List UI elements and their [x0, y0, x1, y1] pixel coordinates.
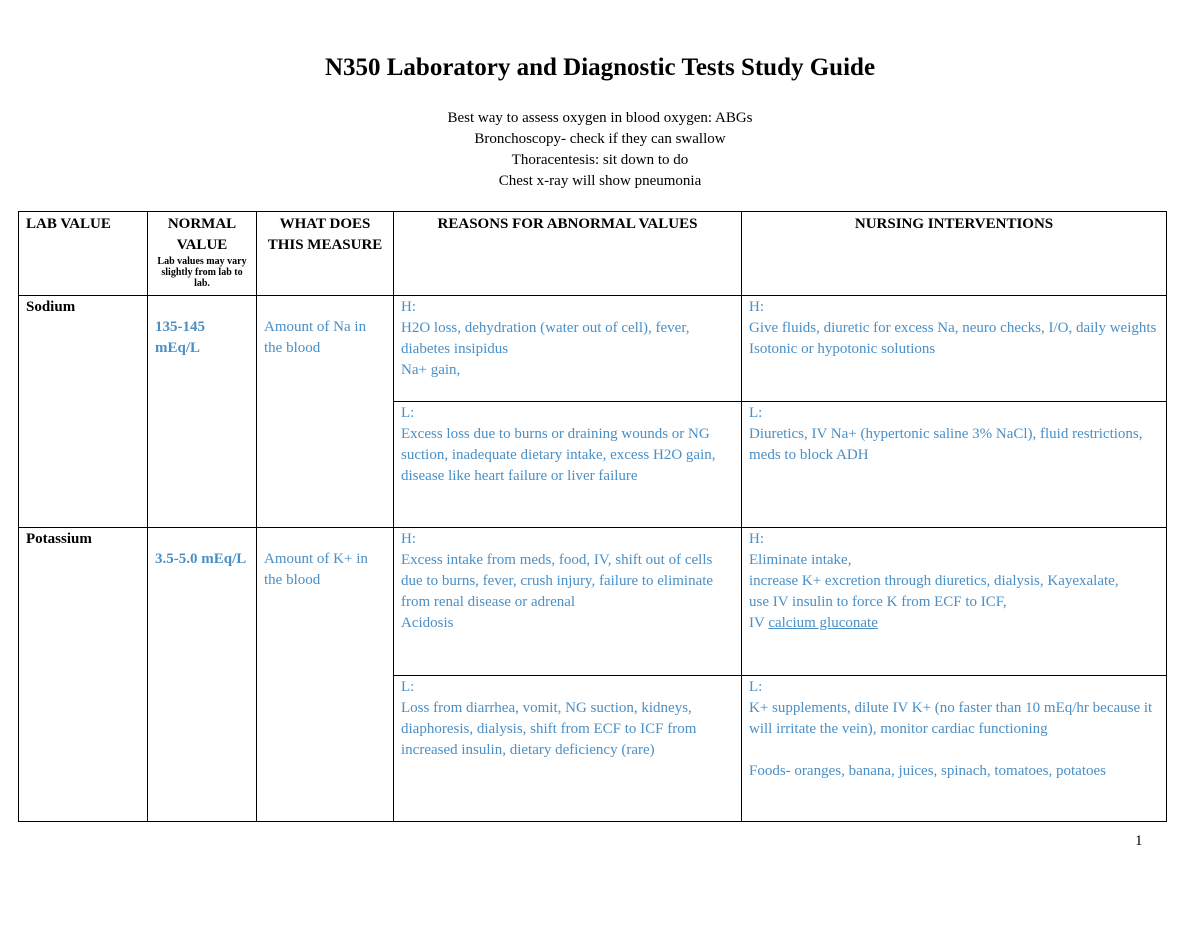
note-line: Bronchoscopy- check if they can swallow — [474, 131, 726, 147]
header-reasons: REASONS FOR ABNORMAL VALUES — [394, 212, 742, 296]
table-header-row — [19, 212, 1167, 296]
header-normal-note: Lab values may vary slightly from lab to lab. — [157, 256, 247, 289]
note-line: Thoracentesis: sit down to do — [511, 152, 689, 168]
page-title: N350 Laboratory and Diagnostic Tests Study Guide — [324, 54, 876, 81]
lab-name-cell: Potassium — [19, 528, 148, 822]
high-interventions-cell: H: Give fluids, diuretic for excess Na, neuro checks, I/O, daily weights Isotonic or hypotonic solutions — [742, 296, 1167, 402]
note-line: Chest x-ray will show pneumonia — [498, 173, 702, 189]
header-normal-value: NORMAL VALUE Lab values may vary slightly from lab to lab. — [148, 212, 257, 296]
page-number: 1 — [1135, 833, 1143, 849]
lab-name-cell: Sodium — [19, 296, 148, 528]
table-row — [19, 528, 1167, 676]
low-interventions-cell: L: Diuretics, IV Na+ (hypertonic saline 3% NaCl), fluid restrictions, meds to block ADH — [742, 402, 1167, 528]
header-lab-value: LAB VALUE — [19, 212, 148, 296]
high-interventions-cell: H: Eliminate intake, increase K+ excretion through diuretics, dialysis, Kayexalate, use IV insulin to force K from ECF to ICF, IV calcium gluconate — [742, 528, 1167, 676]
low-reasons-cell: L: Excess loss due to burns or draining wounds or NG suction, inadequate dietary intake, excess H2O gain, disease like heart failure or liver failure — [394, 402, 742, 528]
high-reasons-cell: H: Excess intake from meds, food, IV, shift out of cells due to burns, fever, crush injury, failure to eliminate from renal disease or adrenal Acidosis — [394, 528, 742, 676]
normal-value-cell: 135-145 mEq/L — [148, 296, 257, 528]
measure-cell: Amount of K+ in the blood — [257, 528, 394, 822]
high-reasons-cell: H: H2O loss, dehydration (water out of cell), fever, diabetes insipidus Na+ gain, — [394, 296, 742, 402]
normal-value-cell: 3.5-5.0 mEq/L — [148, 528, 257, 822]
header-what-measure: WHAT DOES THIS MEASURE — [257, 212, 394, 296]
table-row — [19, 296, 1167, 402]
header-interventions: NURSING INTERVENTIONS — [742, 212, 1167, 296]
measure-cell: Amount of Na in the blood — [257, 296, 394, 528]
low-interventions-cell: L: K+ supplements, dilute IV K+ (no faster than 10 mEq/hr because it will irritate the vein), monitor cardiac functioning Foods- oranges, banana, juices, spinach, tomatoes, potatoes — [742, 676, 1167, 822]
lab-values-table — [18, 211, 1167, 822]
note-line: Best way to assess oxygen in blood oxygen: ABGs — [447, 110, 753, 126]
intro-notes — [0, 108, 1200, 192]
calcium-gluconate-text: calcium gluconate — [768, 615, 878, 631]
low-reasons-cell: L: Loss from diarrhea, vomit, NG suction, kidneys, diaphoresis, dialysis, shift from ECF to ICF from increased insulin, dietary deficiency (rare) — [394, 676, 742, 822]
